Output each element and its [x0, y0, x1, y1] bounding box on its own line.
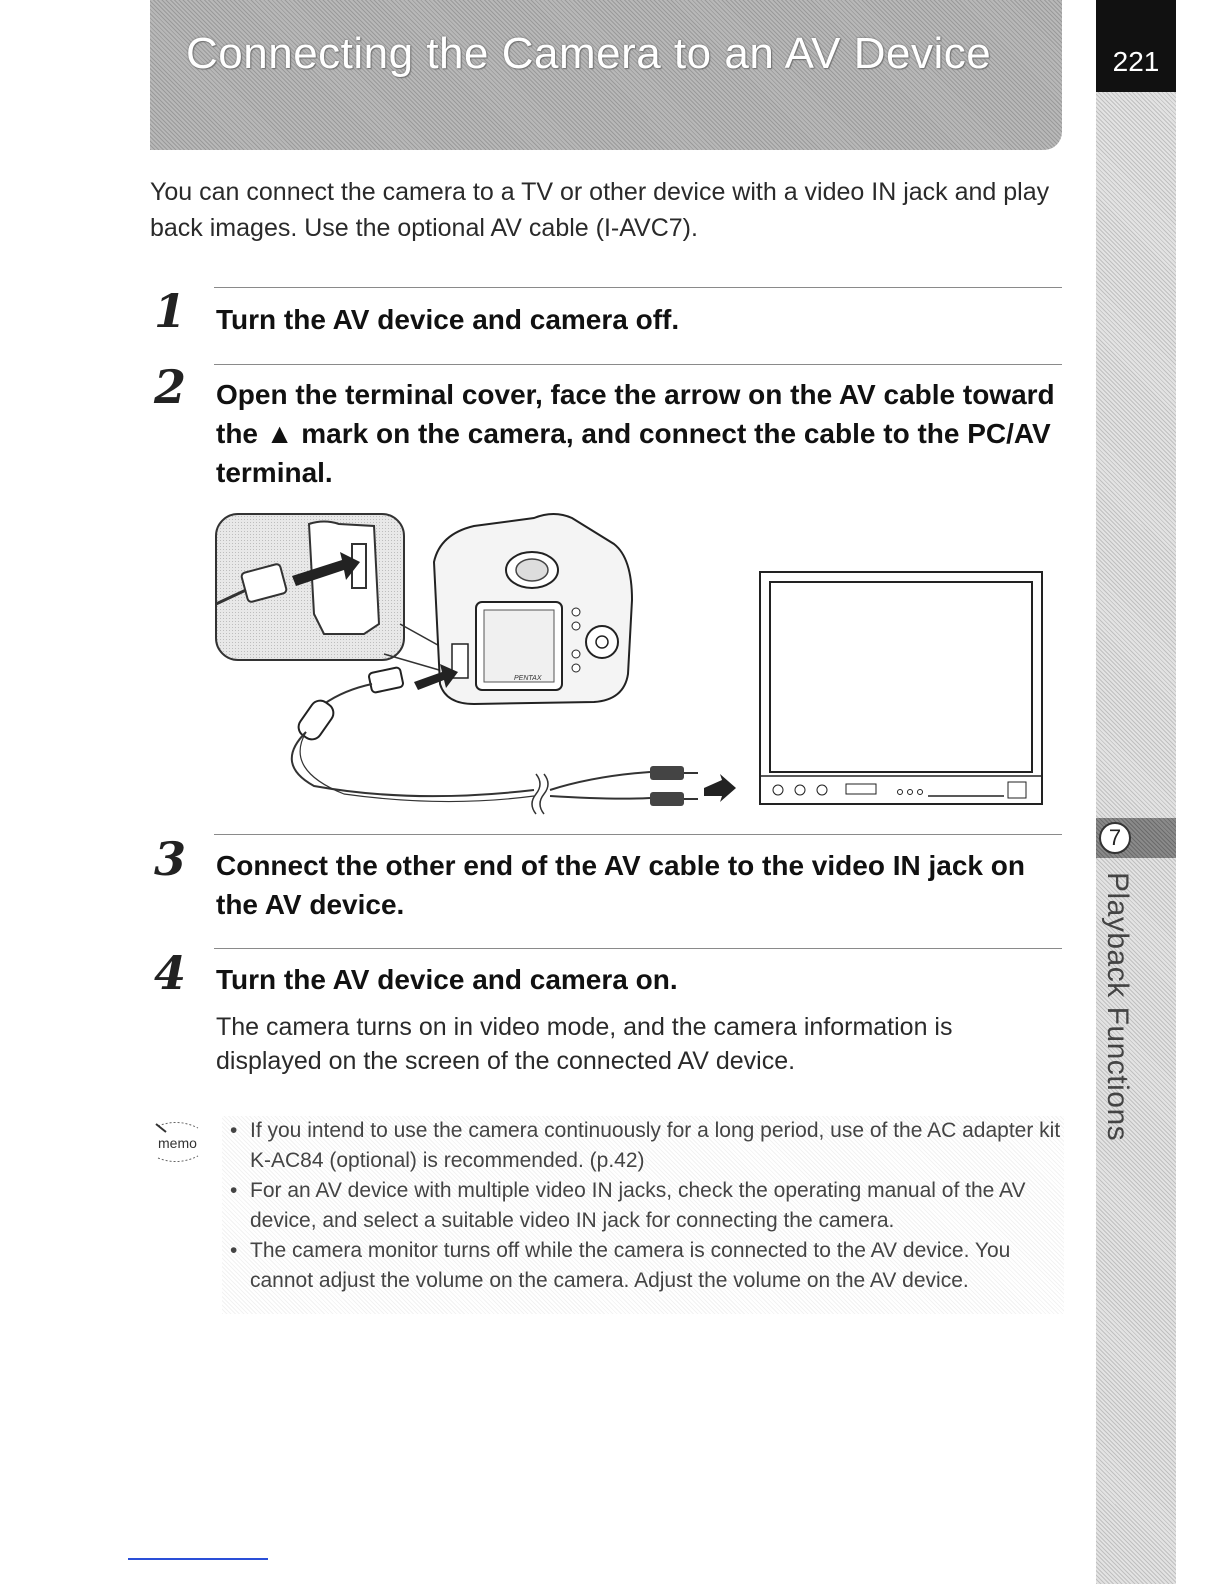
camera-brand-label: PENTAX	[514, 675, 542, 682]
page-number-box	[1096, 0, 1176, 92]
memo-icon	[152, 1118, 204, 1166]
step-number: 3	[154, 832, 187, 886]
memo-item: • If you intend to use the camera continuously for a long period, use of the AC adapter kit K-AC84 (optional) is recommended. (p.42)	[222, 1116, 1064, 1176]
camera-tv-connection-illustration	[214, 504, 1054, 820]
step-divider	[214, 364, 1062, 365]
step-4-description: The camera turns on in video mode, and the camera information is displayed on the screen of the connected AV device.	[216, 1013, 953, 1075]
memo-item: • For an AV device with multiple video IN jacks, check the operating manual of the AV device, and select a suitable video IN jack for connecting the camera.	[222, 1176, 1064, 1236]
step-divider	[214, 287, 1062, 288]
memo-box	[222, 1116, 1064, 1314]
memo-item: • The camera monitor turns off while the camera is connected to the AV device. You cannot adjust the volume on the camera. Adjust the volume on the AV device.	[222, 1236, 1064, 1296]
page-title: Connecting the Camera to an AV Device	[186, 29, 992, 78]
step-divider	[214, 834, 1062, 835]
step-number: 1	[154, 284, 187, 338]
memo-label: memo	[158, 1135, 197, 1151]
step-number: 2	[154, 360, 187, 414]
page-number: 221	[1112, 46, 1160, 77]
step-number: 4	[154, 946, 187, 1000]
chapter-name: Playback Functions	[1101, 872, 1134, 1142]
tv-monitor	[760, 572, 1042, 804]
step-divider	[214, 948, 1062, 949]
footer-line	[128, 1558, 268, 1560]
step-2-text: Open the terminal cover, face the arrow on the AV cable toward the ▲ mark on the camera, and connect the cable to the PC/AV terminal.	[216, 379, 1055, 488]
memo-list	[222, 1116, 1064, 1296]
step-4-text: Turn the AV device and camera on.	[216, 964, 678, 995]
camera-body	[434, 514, 632, 704]
side-strip	[1096, 0, 1176, 1584]
connect-arrow	[704, 774, 736, 802]
chapter-number: 7	[1099, 822, 1131, 854]
step-3-text: Connect the other end of the AV cable to the video IN jack on the AV device.	[216, 850, 1025, 920]
intro-paragraph: You can connect the camera to a TV or other device with a video IN jack and play back images. Use the optional AV cable (I-AVC7).	[150, 178, 1050, 242]
title-banner	[150, 0, 1062, 150]
step-1-text: Turn the AV device and camera off.	[216, 304, 680, 335]
connector-closeup-inset	[216, 514, 404, 660]
